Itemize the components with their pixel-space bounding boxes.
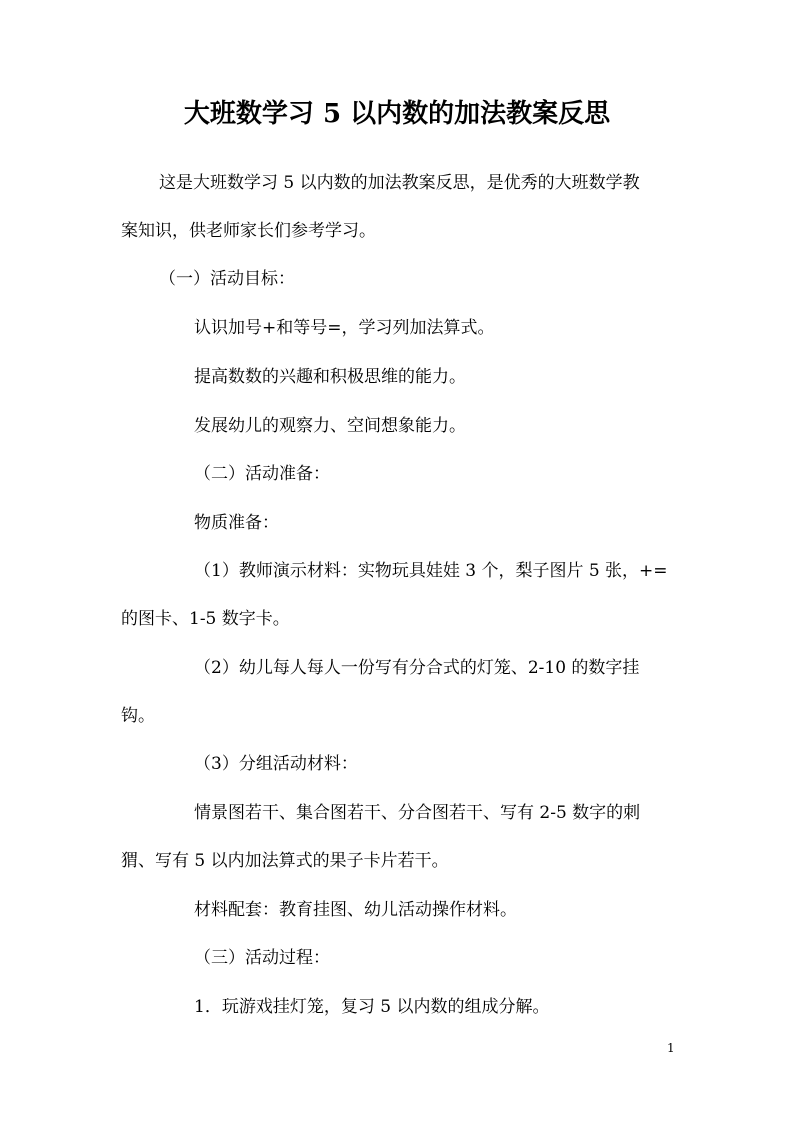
group-material-line-2: 猬、写有 5 以内加法算式的果子卡片若干。 <box>121 851 449 871</box>
prep-item-1-line-2: 的图卡、1-5 数字卡。 <box>121 609 290 629</box>
section-heading-goals: （一）活动目标： <box>159 269 295 289</box>
prep-item-1-line-1: （1）教师演示材料：实物玩具娃娃 3 个，梨子图片 5 张，+= <box>194 561 668 581</box>
goal-item-2: 提高数数的兴趣和积极思维的能力。 <box>194 367 466 387</box>
page-title: 大班数学习 5 以内数的加法教案反思 <box>183 99 611 129</box>
prep-item-3: （3）分组活动材料： <box>194 754 358 774</box>
section-heading-process: （三）活动过程： <box>194 948 330 968</box>
goal-item-1: 认识加号+和等号=，学习列加法算式。 <box>194 318 495 338</box>
material-preparation-label: 物质准备： <box>194 513 279 533</box>
process-step-1: 1．玩游戏挂灯笼，复习 5 以内数的组成分解。 <box>194 997 550 1017</box>
goal-item-3: 发展幼儿的观察力、空间想象能力。 <box>194 416 466 436</box>
section-heading-preparation: （二）活动准备： <box>194 464 330 484</box>
prep-item-2-line-1: （2）幼儿每人每人一份写有分合式的灯笼、2-10 的数字挂 <box>194 658 640 678</box>
prep-item-2-line-2: 钩。 <box>121 706 155 726</box>
intro-line-2: 案知识，供老师家长们参考学习。 <box>121 221 376 241</box>
material-set: 材料配套：教育挂图、幼儿活动操作材料。 <box>194 900 517 920</box>
group-material-line-1: 情景图若干、集合图若干、分合图若干、写有 2-5 数字的刺 <box>194 803 641 823</box>
page-number: 1 <box>667 1041 675 1055</box>
intro-line-1: 这是大班数学习 5 以内数的加法教案反思，是优秀的大班数学教 <box>159 173 640 193</box>
